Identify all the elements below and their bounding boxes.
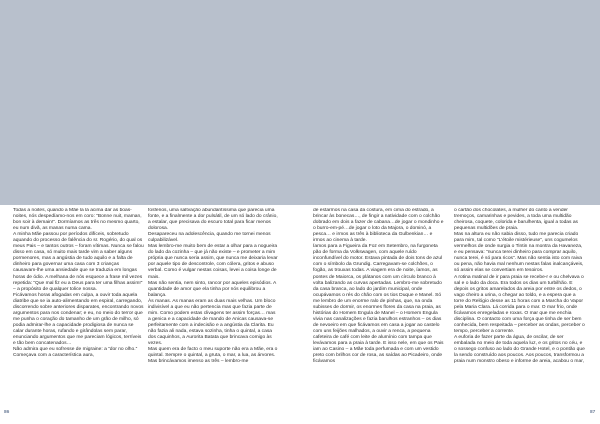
text-column-4 (454, 208, 585, 415)
paragraph: A rotina matinal de ir para praia se recebe-r e ou chelvava o sal e o lado da doca. Era todos os dias um turbilhão. E depois os gritos amarelados da areia por entre os dedos, o vago cheiro a urina, o chegar ao toldo, e a espera que a torre do Relógio desse as 11 horas com a Marcha do Vapor pela Maria Clara. Lá corrida para o mar. O mar frio, onde ficávamos enregeladas e roxas. O mar que me enchia disciplina. O contacto com uma força que tinha de ser bem conhecida, bem respeitada – perceber as ondas, perceber o tempo, perceber a corrente. (454, 274, 585, 334)
paragraph: Mas brincávamos imenso as três – lembro-me (148, 359, 249, 365)
paragraph: o cartão dos chocolates, a mulher do canto a vender tremoços, camarinhas e pevides, a toda uma multidão cheirosa, coquete, colorida e barulhenta, igual a todas as pequenas multidões de praia. (454, 208, 578, 232)
paragraph: Mas na altura eu não sabia disso, tudo me parecia criado para mim, tal como “L'étoile mistérieuse”, uns cogumelos vermelhos de onde surgia o Tintin na montra da Havaneza, e eu pensava: “nunca terei dinheiro para comprar aquilo, nunca terei, é só para ricos”. Mas não sentia isto com raiva ou pena, não havia mal nenhum nestas falas inalcançáveis, só assim elas se convertiam em tesoiros. (454, 232, 584, 274)
paragraph: A euforia de fazer parte da água, de oscilar, de ser embalada no meio de toda aquela luz, e os gritos no céu, e o sossego confuso ao lado do Grande Hotel, e o pontão que la sendo construído aos poucos. Aos poucos, transformou a praia num monstro obeso e informe de areia, acabou o mar, (454, 334, 585, 365)
text-column-1 (13, 208, 144, 415)
paragraph: Não admira que eu sofresse de migraine: a “dor no olho.” Começava com a característica aura, (13, 347, 138, 359)
paragraph: de estarmos na casa da costura, em cima do estrado, a brincar às bonecas…, de fingir a natividade com o colchão dobrado em dois a fazer de cabana…de jogar o mondinho e o burro-em-pé…de jogar o loto da Majora, o dominó, a pesca… e irmos as três à biblioteca da Gulbenkian… e irmos ao cinema à tarde. (313, 208, 444, 244)
paragraph: A minha Mãe passou por períodos difíceis, sobretudo aquando do processo de falência do sr. Rogério, do qual os meus Pais – e tantos outros – foram vítimas. Nunca se falou disso em casa, só muito mais tarde vim a saber alguns pormenores, mas a angústia de tudo aquilo e a falta de dinheiro para governar uma casa com 3 crianças causavam-lhe uma ansiedade que se traduzia em longas horas de ódio. A melhana de nós esquece a frase mil vezes repetida: “Que mal fiz eu a Deus para ter uma filhas assim!” – a propósito de qualquer tolice nossa. (13, 232, 144, 292)
text-column-3 (313, 208, 444, 415)
text-column-2 (148, 208, 279, 415)
paragraph: Desapareceu na adolescência, quando me tornei menos culpabilizável. (148, 232, 271, 244)
paragraph: Ficávamos horas afogadas em culpa, a ouvir toda aquela diatribe que se ia auto-alimentando em espiral, carregando, discorrendo sobre anteriores disparates, encontrando novos argumentos para nos condenar; e eu, no meio do terror que me punha o coração do tamanho de um grão de milho, só podia admirar-lhe a capacidade prodigiosa de nunca se calar durante horas, rufando e girândolas sem parar, enunciando argumentos que me pareciam lógicos, terríveis e tão bem concatenados… (13, 292, 144, 347)
paragraph: Todas a noites, quando a Mãe la lá acima dar as boas-noites, nós despedíamo-nos em coro: “Bonne nuit, maman, bon soir à demain!”. Dormíamos as três no mesmo quarto, eu num divã, as manas numa cama. (13, 208, 142, 232)
page-number-right: 87 (590, 410, 596, 415)
paragraph: Mas lembro-me muito bem de estar a olhar para a nogueira do lado da cozinha – que já não existe – e prometer a mim própria que nunca seria assim, que nunca me deixaria levar por aquele tipo de descontrole, com cólera, gritos e abuso verbal. Como é vulgar nestas coisas, levei a coisa longe de mais. (148, 244, 278, 280)
page-number-left: 86 (4, 410, 10, 415)
paragraph: fosfenos, uma saltvação abundantíssima que parecia uma fonte, e a finalmente a dor pulsátil, de um só lado do crânio, a estalar, que precisava do escuro total para ficar menos dolorosa. (148, 208, 278, 232)
paragraph: Mas não sentia, nem sinto, rancor por aqueles episódios. A quantidade de amor que ela tinha por nós equilibrou a balança. (148, 280, 277, 298)
paragraph: Íamos para a Figueira da Foz em Setembro, na furgoneta pão de forma da Volkswagen, com aquele ruído inconfundível do motor. Estava pintada de dois tons de azul com o símbolo da Grundig. Carregavam-se colchões, o fogão, as trouxas todas. A viagem era de noite, íamos, as pontes de Maiorca, os plátanos com um círculo branco à volta balizando as curvas apertadas. Lembro-me sobretudo da casa branca, ao lado do jardim municipal, onde ocupávamos o rés do chão com os tios Duque e Manel. Só me lembro de um enorme ralo de pinhas, que, na onda subisses de dormir, os enormes flores da casa na praia, as histórias do Homem Engula de Manel – o Homem Engula vivia nas canalizações e fazia barulhos estranhos – os dias de nevoeiro em que ficávamos em casa a jogar ao castelo com uns feijões malhados, a ouvir a renca, a pequena cafeteira de café com leite de alumínio com tampa que levávamos para a praia à tarde. E isso nele, em que os Pais iam ao Casino – a Mãe toda perfumada e com um vestido preto com brilhos cor de rosa, as saídas ao Picadeiro, onde ficávamos (313, 244, 444, 365)
header-banner (0, 0, 600, 205)
paragraph: Mas quem era de facto o meu suporte não era a Mãe, era o quintal. Sempre o quintal, a gruta, o mar, a lua, as árvores. (148, 347, 278, 359)
paragraph: Às manas. As manas eram as duas mais velhas. Um bloco indivisível a que eu não pertencia mas que fazia parte de mim. Como podem estas clivagens ter assim forças… mas a genica e a capacidade de mando de Anicas causava-se perfeitamente com a indecisão e a angústia da Clarita. Eu não fazia ali nada, estava sozinha, tinha o quintal, a casa dos caquinhos, a Aurorita Batata que brincava comigo às vezes. (148, 298, 276, 347)
